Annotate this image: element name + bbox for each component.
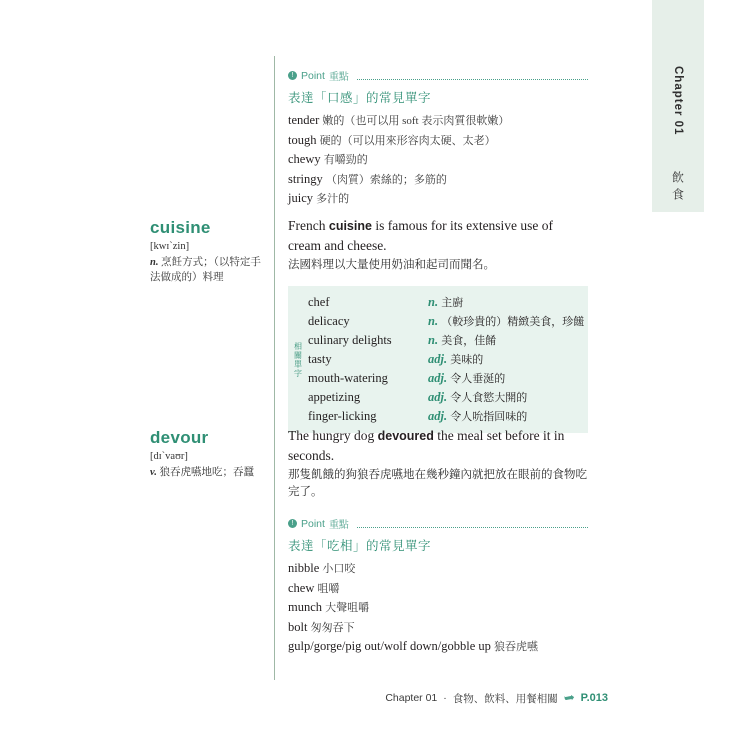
- fish-icon: ➥: [562, 689, 576, 706]
- footer-chapter: Chapter 01: [385, 692, 438, 704]
- table-row: [308, 293, 588, 312]
- sentence-keyword: cuisine: [328, 219, 372, 233]
- chapter-tab: [652, 0, 704, 212]
- part-of-speech: v.: [150, 467, 157, 478]
- point-label-zh: 重點: [328, 72, 349, 83]
- page-footer: [0, 690, 750, 706]
- point-box-2-title: 表達「吃相」的常見單字: [288, 539, 432, 553]
- definition: [150, 465, 268, 480]
- point-box-1-header: [288, 68, 588, 83]
- entry-cuisine-headblock: [150, 218, 268, 285]
- chapter-tab-label: Chapter 01: [672, 66, 684, 136]
- exclamation-icon: !: [288, 519, 297, 528]
- related-words-table: [308, 293, 588, 426]
- list-item: [288, 189, 588, 209]
- term: munch: [288, 600, 323, 614]
- table-row: [308, 331, 588, 350]
- list-item: [288, 170, 588, 190]
- related-meaning: [428, 293, 588, 312]
- gloss: 嫩的（也可以用 soft 表示肉質很軟嫩）: [322, 115, 510, 127]
- term: nibble: [288, 561, 320, 575]
- list-item: [288, 579, 588, 599]
- related-meaning: [428, 407, 588, 426]
- example-sentence: [288, 216, 588, 255]
- headword: devour: [150, 428, 209, 447]
- related-term: culinary delights: [308, 332, 392, 347]
- point-box-1-list: [288, 111, 588, 209]
- part-of-speech: adj.: [428, 408, 448, 423]
- part-of-speech: adj.: [428, 389, 448, 404]
- related-meaning: [428, 388, 588, 407]
- gloss: 狼吞虎嚥: [494, 641, 539, 653]
- list-item: [288, 559, 588, 579]
- meaning-text: 美食，佳餚: [441, 334, 497, 347]
- exclamation-icon: !: [288, 71, 297, 80]
- example-sentence: [288, 426, 588, 465]
- related-words-side-label: 相關單字: [293, 341, 303, 378]
- term: stringy: [288, 171, 323, 186]
- list-item: [288, 150, 588, 170]
- definition-text: 狼吞虎嚥地吃；吞蠶: [159, 467, 255, 478]
- sentence-post: the meal set before it in seconds.: [288, 428, 565, 463]
- term: chew: [288, 580, 315, 595]
- point-label-zh: 重點: [328, 520, 349, 531]
- related-term: finger-licking: [308, 408, 377, 423]
- gloss: 多汁的: [316, 193, 350, 205]
- related-meaning: [428, 312, 588, 331]
- gloss: 小口咬: [322, 563, 356, 575]
- term: chewy: [288, 152, 321, 166]
- entry-devour-headblock: [150, 428, 268, 480]
- list-item: [288, 637, 588, 657]
- point-box-1-title: 表達「口感」的常見單字: [288, 91, 432, 105]
- example-translation: 法國料理以大量使用奶油和起司而聞名。: [288, 259, 495, 271]
- dotted-rule: [357, 520, 588, 528]
- related-term: tasty: [308, 351, 332, 366]
- meaning-text: 主廚: [441, 296, 464, 309]
- part-of-speech: adj.: [428, 351, 448, 366]
- point-label: Point: [301, 69, 325, 82]
- sentence-post: is famous for its extensive use of cream and cheese.: [288, 218, 554, 253]
- sentence-pre: French: [288, 218, 329, 233]
- point-box-2-header: [288, 516, 588, 531]
- term: tender: [288, 113, 320, 127]
- point-label: Point: [301, 517, 325, 530]
- meaning-text: 令人吮指回味的: [450, 410, 528, 423]
- example-translation: 那隻飢餓的狗狼吞虎嚥地在幾秒鐘內就把放在眼前的食物吃完了。: [288, 469, 587, 498]
- table-row: [308, 350, 588, 369]
- term: gulp/gorge/pig out/wolf down/gobble up: [288, 639, 491, 653]
- related-term: chef: [308, 294, 330, 309]
- sentence-keyword: devoured: [377, 429, 434, 443]
- related-meaning: [428, 350, 588, 369]
- definition-text: 烹飪方式；（以特定手法做成的）料理: [150, 257, 261, 283]
- point-box-2: [288, 516, 588, 657]
- related-term: delicacy: [308, 313, 350, 328]
- list-item: [288, 598, 588, 618]
- footer-separator: ·: [443, 692, 447, 704]
- related-meaning: [428, 369, 588, 388]
- meaning-text: 美味的: [450, 353, 484, 366]
- meaning-text: 令人食慾大開的: [450, 391, 528, 404]
- point-box-1: [288, 68, 588, 209]
- term: tough: [288, 132, 317, 147]
- term: juicy: [288, 191, 313, 205]
- table-row: [308, 388, 588, 407]
- entry-devour-body: [288, 426, 588, 501]
- sentence-pre: The hungry dog: [288, 428, 378, 443]
- part-of-speech: n.: [428, 313, 439, 328]
- gloss: 大聲咀嚼: [325, 602, 370, 614]
- headword: cuisine: [150, 218, 211, 237]
- meaning-text: （較珍貴的）精緻美食，珍饈: [441, 315, 585, 328]
- footer-topic: 食物、飲料、用餐相關: [452, 692, 558, 705]
- part-of-speech: n.: [428, 294, 439, 309]
- list-item: [288, 111, 588, 131]
- part-of-speech: n.: [428, 332, 439, 347]
- dotted-rule: [357, 72, 588, 80]
- entry-cuisine-body: [288, 216, 588, 433]
- gloss: 咀嚼: [317, 582, 340, 595]
- column-divider: [274, 56, 275, 680]
- related-term: appetizing: [308, 389, 361, 404]
- gloss: （肉質）索絲的；多筋的: [325, 173, 447, 186]
- table-row: [308, 369, 588, 388]
- term: bolt: [288, 619, 308, 634]
- definition: [150, 255, 268, 285]
- related-meaning: [428, 331, 588, 350]
- table-row: [308, 312, 588, 331]
- gloss: 硬的（可以用來形容肉太硬、太老）: [319, 134, 496, 147]
- related-words-panel: [288, 286, 588, 433]
- chapter-tab-topic: 飲食: [670, 171, 685, 206]
- list-item: [288, 131, 588, 151]
- point-box-2-list: [288, 559, 588, 657]
- gloss: 有嚼勁的: [323, 154, 368, 166]
- table-row: [308, 407, 588, 426]
- page-number: P.013: [580, 692, 608, 704]
- related-term: mouth-watering: [308, 370, 388, 385]
- meaning-text: 令人垂涎的: [450, 372, 506, 385]
- list-item: [288, 618, 588, 638]
- gloss: 匆匆吞下: [310, 621, 355, 634]
- phonetic: [kwɪˋzin]: [150, 241, 190, 252]
- phonetic: [dɪˋvaʊr]: [150, 451, 188, 462]
- part-of-speech: n.: [150, 257, 159, 268]
- part-of-speech: adj.: [428, 370, 448, 385]
